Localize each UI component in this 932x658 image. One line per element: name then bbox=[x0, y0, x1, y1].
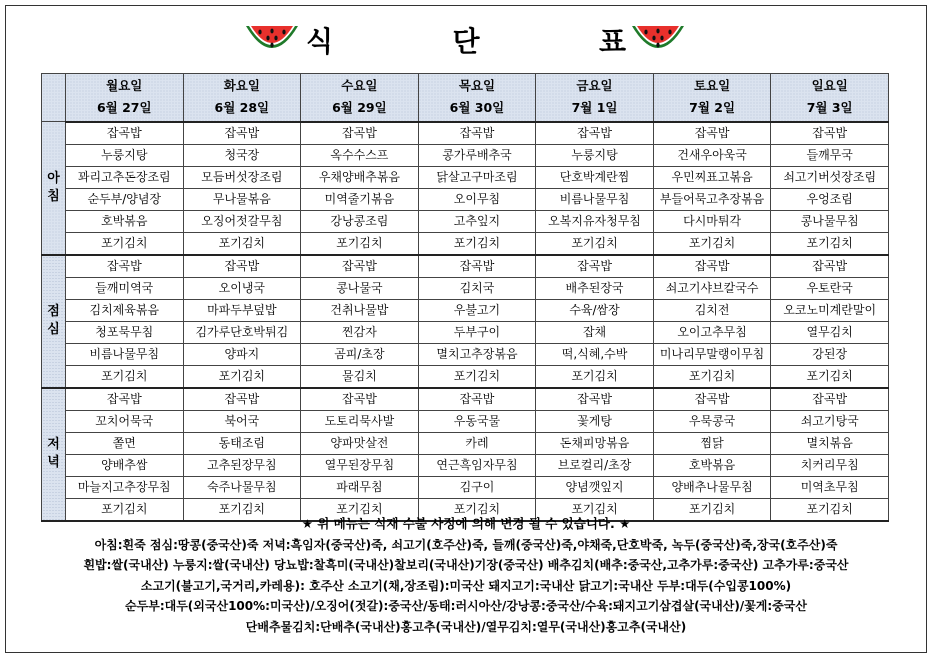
day-header bbox=[418, 74, 536, 122]
menu-row bbox=[42, 321, 889, 343]
menu-item: 우묵콩국 bbox=[653, 410, 771, 432]
menu-item: 강된장 bbox=[771, 343, 889, 365]
menu-item: 포기김치 bbox=[653, 498, 771, 521]
menu-item: 포기김치 bbox=[536, 232, 654, 255]
menu-item: 잡곡밥 bbox=[653, 122, 771, 145]
menu-item: 쇠고기탕국 bbox=[771, 410, 889, 432]
menu-item: 양념깻잎지 bbox=[536, 476, 654, 498]
menu-item: 동태조림 bbox=[183, 432, 301, 454]
menu-item: 오징어젓갈무침 bbox=[183, 210, 301, 232]
meal-label: 아침 bbox=[47, 170, 60, 204]
menu-item: 미나리무말랭이무침 bbox=[653, 343, 771, 365]
menu-item: 꽈리고추돈장조림 bbox=[66, 166, 184, 188]
menu-row bbox=[42, 122, 889, 145]
menu-item: 누룽지탕 bbox=[536, 144, 654, 166]
menu-item: 누룽지탕 bbox=[66, 144, 184, 166]
day-name: 목요일 bbox=[458, 78, 496, 94]
menu-row bbox=[42, 432, 889, 454]
menu-item: 우엉조림 bbox=[771, 188, 889, 210]
menu-item: 잡곡밥 bbox=[536, 388, 654, 411]
menu-item: 열무김치 bbox=[771, 321, 889, 343]
menu-item: 두부구이 bbox=[418, 321, 536, 343]
menu-row bbox=[42, 299, 889, 321]
menu-item: 포기김치 bbox=[301, 232, 419, 255]
menu-item: 잡곡밥 bbox=[183, 122, 301, 145]
menu-item: 배추된장국 bbox=[536, 277, 654, 299]
menu-item: 잡곡밥 bbox=[301, 388, 419, 411]
menu-item: 양파맛살전 bbox=[301, 432, 419, 454]
menu-item: 포기김치 bbox=[536, 498, 654, 521]
menu-item: 포기김치 bbox=[771, 232, 889, 255]
menu-item: 호박볶음 bbox=[66, 210, 184, 232]
day-header bbox=[183, 74, 301, 122]
day-header-row bbox=[42, 74, 889, 122]
day-date: 6월 28일 bbox=[214, 100, 270, 116]
menu-row bbox=[42, 166, 889, 188]
menu-item: 잡곡밥 bbox=[418, 388, 536, 411]
menu-item: 열무된장무침 bbox=[301, 454, 419, 476]
day-name: 금요일 bbox=[576, 78, 613, 94]
day-date: 6월 29일 bbox=[332, 100, 387, 116]
day-header bbox=[771, 74, 889, 122]
day-date: 7월 1일 bbox=[571, 100, 618, 116]
day-date: 7월 2일 bbox=[689, 100, 736, 116]
menu-item: 잡채 bbox=[536, 321, 654, 343]
day-header bbox=[653, 74, 771, 122]
menu-item: 오이고추무침 bbox=[653, 321, 771, 343]
menu-item: 숙주나물무침 bbox=[183, 476, 301, 498]
origin-note: 순두부:대두(외국산100%:미국산)/오징어(젓갈):중국산/동태:러시아산/강낭콩:중국산/수육:돼지고기삼겹살(국내산)/꽃게:중국산 bbox=[125, 599, 807, 613]
menu-item: 우민찌표고볶음 bbox=[653, 166, 771, 188]
watermelon-icon bbox=[630, 20, 686, 62]
title-char: 단 bbox=[452, 25, 480, 58]
menu-item: 포기김치 bbox=[183, 365, 301, 388]
menu-item: 오이냉국 bbox=[183, 277, 301, 299]
menu-row bbox=[42, 388, 889, 411]
menu-item: 치커리무침 bbox=[771, 454, 889, 476]
day-header bbox=[66, 74, 184, 122]
menu-item: 멸치볶음 bbox=[771, 432, 889, 454]
menu-item: 잡곡밥 bbox=[66, 122, 184, 145]
menu-item: 포기김치 bbox=[418, 498, 536, 521]
menu-item: 강낭콩조림 bbox=[301, 210, 419, 232]
menu-item: 포기김치 bbox=[418, 232, 536, 255]
menu-item: 잡곡밥 bbox=[653, 255, 771, 278]
menu-item: 양배추나물무침 bbox=[653, 476, 771, 498]
menu-item: 콩나물무침 bbox=[771, 210, 889, 232]
day-header bbox=[536, 74, 654, 122]
menu-item: 김치제육볶음 bbox=[66, 299, 184, 321]
menu-item: 포기김치 bbox=[771, 365, 889, 388]
origin-note: 소고기(불고기,국거리,카레용): 호주산 소고기(채,장조림):미국산 돼지고기:국내산 닭고기:국내산 두부:대두(수입콩100%) bbox=[140, 578, 792, 593]
menu-row bbox=[42, 476, 889, 498]
menu-row bbox=[42, 232, 889, 255]
menu-item: 순두부/양념장 bbox=[66, 188, 184, 210]
menu-item: 잡곡밥 bbox=[771, 388, 889, 411]
menu-item: 쫄면 bbox=[66, 432, 184, 454]
menu-row bbox=[42, 144, 889, 166]
title-char: 식 bbox=[306, 25, 334, 58]
menu-item: 우채양배추볶음 bbox=[301, 166, 419, 188]
menu-item: 잡곡밥 bbox=[536, 255, 654, 278]
menu-item: 잡곡밥 bbox=[653, 388, 771, 411]
menu-row bbox=[42, 365, 889, 388]
menu-item: 닭살고구마조림 bbox=[418, 166, 536, 188]
meal-label-cell bbox=[42, 255, 66, 388]
menu-item: 청포묵무침 bbox=[66, 321, 184, 343]
menu-item: 김구이 bbox=[418, 476, 536, 498]
meal-label: 점심 bbox=[47, 304, 60, 337]
menu-item: 포기김치 bbox=[66, 365, 184, 388]
menu-item: 도토리묵사발 bbox=[301, 410, 419, 432]
day-date: 6월 30일 bbox=[449, 100, 505, 116]
menu-item: 김치전 bbox=[653, 299, 771, 321]
menu-item: 쇠고기버섯장조림 bbox=[771, 166, 889, 188]
menu-item: 포기김치 bbox=[183, 232, 301, 255]
menu-item: 포기김치 bbox=[66, 498, 184, 521]
menu-item: 잡곡밥 bbox=[301, 255, 419, 278]
menu-item: 잡곡밥 bbox=[771, 255, 889, 278]
menu-item: 꽃게탕 bbox=[536, 410, 654, 432]
notes-section bbox=[6, 514, 926, 637]
menu-item: 호박볶음 bbox=[653, 454, 771, 476]
menu-item: 단호박계란찜 bbox=[536, 166, 654, 188]
menu-item: 고추된장무침 bbox=[183, 454, 301, 476]
menu-item: 잡곡밥 bbox=[418, 122, 536, 145]
origin-note: 흰밥:쌀(국내산) 누룽지:쌀(국내산) 당뇨밥:찰흑미(국내산)찰보리(국내산)기장(중국산) 배추김치(배추:중국산,고추가루:중국산) 고추가루:중국산 bbox=[83, 558, 849, 572]
menu-item: 연근흑임자무침 bbox=[418, 454, 536, 476]
menu-item: 포기김치 bbox=[418, 365, 536, 388]
day-name: 수요일 bbox=[341, 78, 378, 94]
menu-item: 우동국물 bbox=[418, 410, 536, 432]
menu-item: 들깨무국 bbox=[771, 144, 889, 166]
menu-item: 모듬버섯장조림 bbox=[183, 166, 301, 188]
menu-item: 포기김치 bbox=[183, 498, 301, 521]
menu-item: 포기김치 bbox=[653, 365, 771, 388]
menu-item: 비름나물무침 bbox=[66, 343, 184, 365]
menu-row bbox=[42, 188, 889, 210]
menu-item: 찜닭 bbox=[653, 432, 771, 454]
menu-item: 미역줄기볶음 bbox=[301, 188, 419, 210]
menu-item: 옥수수스프 bbox=[301, 144, 419, 166]
day-name: 월요일 bbox=[106, 78, 143, 94]
menu-item: 건새우아욱국 bbox=[653, 144, 771, 166]
menu-item: 포기김치 bbox=[771, 498, 889, 521]
menu-item: 카레 bbox=[418, 432, 536, 454]
menu-item: 부들어묵고추장볶음 bbox=[653, 188, 771, 210]
menu-item: 멸치고추장볶음 bbox=[418, 343, 536, 365]
day-name: 화요일 bbox=[223, 78, 260, 94]
menu-row bbox=[42, 277, 889, 299]
title-char: 표 bbox=[598, 25, 626, 58]
menu-item: 꼬치어묵국 bbox=[66, 410, 184, 432]
menu-item: 잡곡밥 bbox=[771, 122, 889, 145]
menu-item: 비름나물무침 bbox=[536, 188, 654, 210]
menu-body bbox=[42, 122, 889, 521]
menu-row bbox=[42, 343, 889, 365]
menu-row bbox=[42, 410, 889, 432]
menu-item: 떡,식혜,수박 bbox=[536, 343, 654, 365]
menu-item: 콩가루배추국 bbox=[418, 144, 536, 166]
menu-row bbox=[42, 255, 889, 278]
menu-sheet bbox=[5, 5, 927, 653]
menu-item: 돈채피망볶음 bbox=[536, 432, 654, 454]
menu-item: 고추잎지 bbox=[418, 210, 536, 232]
menu-row bbox=[42, 210, 889, 232]
meal-plan-table bbox=[41, 73, 889, 522]
day-date: 7월 3일 bbox=[806, 100, 853, 116]
menu-item: 포기김치 bbox=[536, 365, 654, 388]
menu-item: 김치국 bbox=[418, 277, 536, 299]
menu-item: 포기김치 bbox=[301, 498, 419, 521]
menu-item: 양배추쌈 bbox=[66, 454, 184, 476]
menu-item: 북어국 bbox=[183, 410, 301, 432]
origin-note: 아침:흰죽 점심:땅콩(중국산)죽 저녁:흑임자(중국산)죽, 쇠고기(호주산)죽, 들깨(중국산)죽,야채죽,단호박죽, 녹두(중국산)죽,장국(호주산)죽 bbox=[94, 537, 838, 552]
meal-label: 저녁 bbox=[47, 437, 60, 470]
header bbox=[6, 6, 926, 74]
menu-item: 쇠고기샤브칼국수 bbox=[653, 277, 771, 299]
menu-item: 잡곡밥 bbox=[66, 255, 184, 278]
menu-item: 브로컬리/초장 bbox=[536, 454, 654, 476]
meal-label-cell bbox=[42, 388, 66, 521]
menu-row bbox=[42, 454, 889, 476]
menu-item: 잡곡밥 bbox=[301, 122, 419, 145]
menu-item: 오이무침 bbox=[418, 188, 536, 210]
corner-cell bbox=[42, 74, 66, 122]
origin-note: 단배추물김치:단배추(국내산)홍고추(국내산)/열무김치:열무(국내산)홍고추(국내산) bbox=[245, 619, 687, 634]
day-name: 토요일 bbox=[693, 78, 731, 94]
menu-item: 다시마튀각 bbox=[653, 210, 771, 232]
menu-item: 잡곡밥 bbox=[418, 255, 536, 278]
menu-item: 잡곡밥 bbox=[183, 388, 301, 411]
menu-item: 양파지 bbox=[183, 343, 301, 365]
page-title bbox=[306, 20, 626, 60]
menu-item: 찐감자 bbox=[301, 321, 419, 343]
menu-item: 청국장 bbox=[183, 144, 301, 166]
menu-item: 우불고기 bbox=[418, 299, 536, 321]
menu-item: 수육/쌈장 bbox=[536, 299, 654, 321]
menu-item: 건취나물밥 bbox=[301, 299, 419, 321]
menu-item: 포기김치 bbox=[66, 232, 184, 255]
meal-label-cell bbox=[42, 122, 66, 255]
change-notice: ★ 위 메뉴는 식재 수불 사정에 의해 변경 될 수 있습니다. ★ bbox=[301, 516, 631, 531]
menu-item: 김가루단호박튀김 bbox=[183, 321, 301, 343]
menu-item: 포기김치 bbox=[653, 232, 771, 255]
menu-item: 우토란국 bbox=[771, 277, 889, 299]
day-header bbox=[301, 74, 419, 122]
menu-item: 잡곡밥 bbox=[183, 255, 301, 278]
menu-item: 오복지유자청무침 bbox=[536, 210, 654, 232]
menu-item: 들깨미역국 bbox=[66, 277, 184, 299]
menu-item: 미역초무침 bbox=[771, 476, 889, 498]
menu-item: 마늘지고추장무침 bbox=[66, 476, 184, 498]
menu-item: 잡곡밥 bbox=[536, 122, 654, 145]
watermelon-icon bbox=[244, 20, 300, 62]
menu-item: 오코노미계란말이 bbox=[771, 299, 889, 321]
menu-item: 곰피/초장 bbox=[301, 343, 419, 365]
menu-item: 잡곡밥 bbox=[66, 388, 184, 411]
day-date: 6월 27일 bbox=[96, 100, 152, 116]
menu-item: 파래무침 bbox=[301, 476, 419, 498]
menu-item: 물김치 bbox=[301, 365, 419, 388]
menu-item: 콩나물국 bbox=[301, 277, 419, 299]
day-name: 일요일 bbox=[811, 78, 848, 94]
menu-item: 무나물볶음 bbox=[183, 188, 301, 210]
menu-item: 마파두부덮밥 bbox=[183, 299, 301, 321]
